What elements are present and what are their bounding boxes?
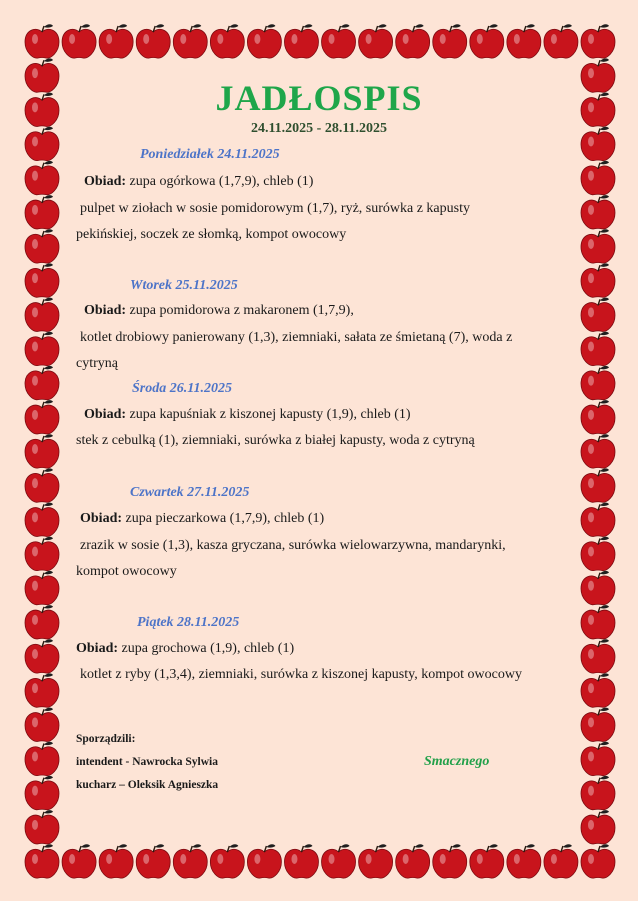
apple-icon [396, 24, 430, 58]
apple-icon [25, 503, 59, 537]
apple-icon [581, 24, 615, 58]
soup-line-monday [84, 173, 313, 191]
apple-icon [99, 844, 133, 878]
apple-icon [581, 400, 615, 434]
soup-line-thursday [80, 510, 324, 528]
apple-icon [25, 468, 59, 502]
apple-icon [581, 229, 615, 263]
apple-icon [581, 161, 615, 195]
apple-icon [581, 298, 615, 332]
apple-icon [25, 605, 59, 639]
apple-icon [25, 571, 59, 605]
apple-icon [25, 161, 59, 195]
date-range: 24.11.2025 - 28.11.2025 [250, 121, 388, 136]
apple-icon [396, 844, 430, 878]
main-line-monday-2: pekińskiej, soczek ze słomką, kompot owocowy [76, 227, 347, 242]
apple-icon [581, 844, 615, 878]
soup-line-friday [76, 640, 294, 658]
apple-icon [25, 366, 59, 400]
day-heading-thursday: Czwartek 27.11.2025 [130, 485, 250, 500]
apple-icon [433, 24, 467, 58]
apple-icon [99, 24, 133, 58]
apple-icon [247, 24, 281, 58]
apple-icon [544, 844, 578, 878]
obiad-label: Obiad: [76, 641, 119, 656]
apple-icon [173, 24, 207, 58]
apple-icon [25, 639, 59, 673]
apple-icon [322, 844, 356, 878]
prepared-by-intendent: intendent - Nawrocka Sylwia [76, 756, 218, 768]
apple-icon [470, 844, 504, 878]
apple-icon [25, 195, 59, 229]
apple-icon [581, 639, 615, 673]
main-line-tuesday-1: kotlet drobiowy panierowany (1,3), ziemniaki, sałata ze śmietaną (7), woda z [80, 330, 513, 345]
smacznego-text: Smacznego [424, 754, 490, 769]
apple-icon [470, 24, 504, 58]
soup-text: zupa pomidorowa z makaronem (1,7,9), [126, 303, 354, 318]
apple-icon [581, 605, 615, 639]
apple-icon [62, 24, 96, 58]
prepared-by-cook: kucharz – Oleksik Agnieszka [76, 779, 219, 791]
apple-icon [25, 742, 59, 776]
apple-icon [581, 810, 615, 844]
apple-icon [544, 24, 578, 58]
main-line-thursday-1: zrazik w sosie (1,3), kasza gryczana, surówka wielowarzywna, mandarynki, [80, 538, 506, 553]
apple-icon [210, 844, 244, 878]
apple-icon [25, 434, 59, 468]
apple-icon [25, 263, 59, 297]
apple-icon [581, 776, 615, 810]
soup-text: zupa grochowa (1,9), chleb (1) [118, 641, 295, 656]
apple-icon [433, 844, 467, 878]
apple-icon [284, 844, 318, 878]
apple-icon [25, 537, 59, 571]
obiad-label: Obiad: [84, 407, 127, 422]
obiad-label: Obiad: [84, 174, 127, 189]
apple-icon [284, 24, 318, 58]
apple-icon [581, 742, 615, 776]
obiad-label: Obiad: [84, 303, 127, 318]
day-heading-monday: Poniedziałek 24.11.2025 [140, 147, 280, 162]
apple-icon [136, 844, 170, 878]
apple-icon [507, 844, 541, 878]
soup-text: zupa pieczarkowa (1,7,9), chleb (1) [122, 511, 325, 526]
apple-icon [62, 844, 96, 878]
main-line-thursday-2: kompot owocowy [76, 564, 177, 579]
apple-icon [25, 776, 59, 810]
prepared-by-label: Sporządzili: [76, 733, 136, 745]
main-line-monday-1: pulpet w ziołach w sosie pomidorowym (1,7), ryż, surówka z kapusty [80, 201, 470, 216]
apple-icon [247, 844, 281, 878]
apple-icon [359, 844, 393, 878]
apple-icon [581, 366, 615, 400]
apple-icon [581, 434, 615, 468]
apple-icon [581, 503, 615, 537]
apple-icon [581, 263, 615, 297]
apple-icon [25, 810, 59, 844]
apple-icon [581, 708, 615, 742]
apple-icon [581, 468, 615, 502]
apple-icon [136, 24, 170, 58]
apple-icon [25, 400, 59, 434]
apple-icon [581, 195, 615, 229]
apple-icon [25, 708, 59, 742]
main-line-friday-1: kotlet z ryby (1,3,4), ziemniaki, surówka z kiszonej kapusty, kompot owocowy [80, 667, 522, 682]
apple-icon [25, 844, 59, 878]
apple-icon [25, 229, 59, 263]
apple-icon [25, 673, 59, 707]
obiad-label: Obiad: [80, 511, 123, 526]
soup-line-tuesday [84, 302, 354, 320]
apple-icon [210, 24, 244, 58]
apple-icon [25, 24, 59, 58]
day-heading-friday: Piątek 28.11.2025 [137, 615, 240, 630]
soup-line-wednesday [84, 406, 411, 424]
apple-icon [581, 332, 615, 366]
apple-icon [173, 844, 207, 878]
apple-icon [25, 298, 59, 332]
apple-icon [581, 673, 615, 707]
apple-icon [25, 332, 59, 366]
apple-icon [581, 571, 615, 605]
page-title: JADŁOSPIS [215, 78, 423, 118]
apple-icon [359, 24, 393, 58]
apple-icon [322, 24, 356, 58]
day-heading-tuesday: Wtorek 25.11.2025 [130, 278, 238, 293]
apple-icon [507, 24, 541, 58]
apple-icon [581, 537, 615, 571]
day-heading-wednesday: Środa 26.11.2025 [132, 381, 232, 396]
main-line-wednesday-1: stek z cebulką (1), ziemniaki, surówka z białej kapusty, woda z cytryną [76, 433, 475, 448]
soup-text: zupa kapuśniak z kiszonej kapusty (1,9), chleb (1) [126, 407, 411, 422]
main-line-tuesday-2: cytryną [76, 356, 118, 371]
soup-text: zupa ogórkowa (1,7,9), chleb (1) [126, 174, 314, 189]
